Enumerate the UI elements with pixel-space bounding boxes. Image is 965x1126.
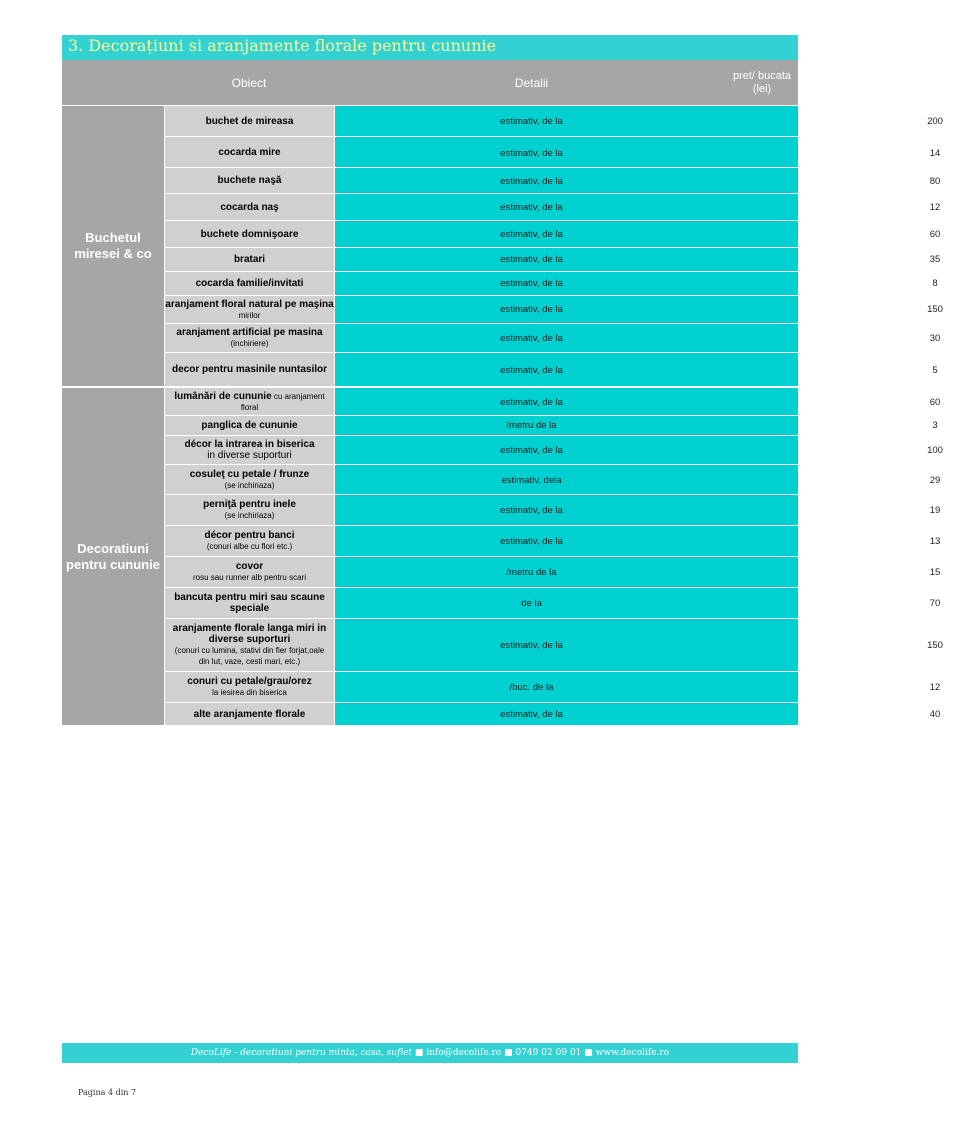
table-row bbox=[164, 272, 938, 296]
row-price: 8 bbox=[932, 278, 938, 289]
header-pret-line1: pret/ bucata bbox=[732, 70, 792, 82]
table-row bbox=[164, 416, 938, 436]
row-name: perniţă pentru inele bbox=[203, 499, 296, 510]
row-object bbox=[165, 703, 334, 725]
row-name: décor pentru banci bbox=[204, 530, 295, 541]
row-object bbox=[165, 388, 334, 415]
table-row bbox=[164, 703, 941, 726]
group-label-line1: Decoratiuni bbox=[77, 540, 149, 556]
row-price: 15 bbox=[929, 567, 941, 578]
row-details-cell bbox=[335, 353, 938, 386]
footer-website[interactable]: www.decolife.ro bbox=[595, 1048, 670, 1058]
row-object bbox=[165, 137, 334, 167]
row-price: 13 bbox=[929, 536, 941, 547]
row-sub: la iesirea din biserica bbox=[212, 688, 287, 697]
row-name: alte aranjamente florale bbox=[193, 708, 306, 720]
group-buchetul bbox=[62, 106, 164, 386]
row-details-cell bbox=[335, 168, 941, 193]
row-details: estimativ, de la bbox=[500, 202, 563, 213]
row-details-cell bbox=[335, 106, 943, 136]
row-object bbox=[165, 324, 334, 352]
row-price: 14 bbox=[929, 148, 941, 159]
row-sub: floral bbox=[240, 402, 259, 412]
row-details: estimativ, de la bbox=[500, 116, 563, 127]
row-price: 150 bbox=[927, 640, 943, 651]
row-name: cocarda familie/invitati bbox=[195, 278, 304, 289]
row-name: buchete domnişoare bbox=[200, 228, 299, 240]
row-details: estimativ, de la bbox=[500, 333, 563, 344]
row-price: 5 bbox=[932, 365, 938, 376]
row-details: /metru de la bbox=[506, 420, 557, 431]
row-details: estimativ, de la bbox=[500, 365, 563, 376]
row-object bbox=[165, 221, 334, 247]
table-row bbox=[164, 324, 941, 353]
row-details-cell bbox=[335, 495, 941, 525]
row-name: décor la intrarea in biserica bbox=[184, 439, 315, 450]
row-name: bancuta pentru miri sau scaune bbox=[174, 592, 325, 603]
row-object bbox=[165, 168, 334, 193]
row-details-cell bbox=[335, 526, 941, 556]
row-details-cell bbox=[335, 588, 941, 618]
row-details: estimativ, de la bbox=[500, 229, 563, 240]
row-price: 200 bbox=[927, 116, 943, 127]
row-details: estimativ, de la bbox=[500, 304, 563, 315]
row-object bbox=[165, 416, 334, 435]
row-details: estimativ, de la bbox=[500, 176, 563, 187]
row-object bbox=[165, 272, 334, 295]
row-price: 60 bbox=[929, 397, 941, 408]
row-name: cocarda mire bbox=[218, 146, 281, 158]
row-object bbox=[165, 619, 334, 671]
table-row bbox=[164, 436, 943, 465]
row-price: 150 bbox=[927, 304, 943, 315]
row-details-cell bbox=[335, 324, 941, 352]
group-decoratiuni bbox=[62, 388, 164, 725]
row-details-cell bbox=[335, 672, 941, 702]
row-sub: (se inchiriaza) bbox=[224, 480, 275, 490]
row-sub: (conuri cu lumina, stativi din fier forjat,oale bbox=[174, 646, 325, 655]
header-pret bbox=[729, 70, 795, 96]
footer-separator: ■ bbox=[414, 1048, 424, 1058]
table-row bbox=[164, 619, 943, 672]
table-row bbox=[164, 353, 938, 387]
row-object bbox=[165, 296, 334, 323]
table-row bbox=[164, 557, 941, 588]
table-row bbox=[164, 296, 943, 324]
row-price: 70 bbox=[929, 598, 941, 609]
row-name: aranjamente florale langa miri in bbox=[172, 623, 327, 634]
row-details-cell bbox=[335, 619, 943, 671]
row-details: estimativ, de la bbox=[500, 445, 563, 456]
row-price: 60 bbox=[929, 229, 941, 240]
table-row bbox=[164, 106, 943, 137]
row-name: conuri cu petale/grau/orez bbox=[187, 676, 312, 687]
row-name: buchet de mireasa bbox=[205, 115, 294, 127]
row-price: 35 bbox=[929, 254, 941, 265]
group-label-line2: pentru cununie bbox=[66, 556, 160, 572]
row-details: estimativ, de la bbox=[500, 536, 563, 547]
row-price: 80 bbox=[929, 176, 941, 187]
row-object bbox=[165, 672, 334, 702]
row-details-cell bbox=[335, 703, 941, 725]
section-title-bar bbox=[62, 35, 798, 60]
row-object bbox=[165, 465, 334, 494]
row-details-cell bbox=[335, 137, 941, 167]
row-details-cell bbox=[335, 436, 943, 464]
row-price: 30 bbox=[929, 333, 941, 344]
row-name: panglica de cununie bbox=[201, 420, 298, 431]
row-details-cell bbox=[335, 388, 941, 415]
table-row bbox=[164, 194, 941, 221]
row-price: 12 bbox=[929, 202, 941, 213]
row-object bbox=[165, 353, 334, 386]
row-sub-line2: din lut, vaze, cesti mari, etc.) bbox=[198, 657, 301, 666]
table-row bbox=[164, 495, 941, 526]
header-detalii: Detalii bbox=[514, 76, 549, 90]
footer-email[interactable]: info@decolife.ro bbox=[426, 1048, 502, 1058]
row-name: aranjament floral natural pe maşina bbox=[165, 298, 334, 310]
table-row bbox=[164, 248, 941, 272]
row-sub: (conuri albe cu flori etc.) bbox=[206, 542, 293, 551]
row-sub: (se inchiriaza) bbox=[224, 511, 275, 520]
footer-separator: ■ bbox=[504, 1048, 513, 1058]
row-details: estimativ, de la bbox=[500, 278, 563, 289]
row-sub: in diverse suporturi bbox=[207, 450, 292, 461]
group-label-line2: miresei & co bbox=[74, 246, 152, 261]
row-details-cell bbox=[335, 557, 941, 587]
row-name: decor pentru masinile nuntasilor bbox=[171, 364, 328, 375]
row-details: /metru de la bbox=[506, 567, 557, 578]
row-name: cosuleţ cu petale / frunze bbox=[189, 468, 310, 480]
row-details-cell bbox=[335, 221, 941, 247]
row-object bbox=[165, 526, 334, 556]
row-price: 40 bbox=[929, 709, 941, 720]
row-sub: rosu sau runner alb pentru scari bbox=[193, 573, 306, 582]
row-name-tail: cu aranjament bbox=[271, 391, 325, 401]
row-details: estimativ, de la bbox=[500, 148, 563, 159]
row-name-line2: speciale bbox=[229, 603, 270, 614]
table-row bbox=[164, 221, 941, 248]
row-details: de la bbox=[521, 598, 542, 609]
row-details-cell bbox=[335, 194, 941, 220]
row-object bbox=[165, 588, 334, 618]
header-obiect: Obiect bbox=[231, 76, 267, 90]
row-object bbox=[165, 436, 334, 464]
row-details-cell bbox=[335, 272, 938, 295]
table-row bbox=[164, 137, 941, 168]
row-object bbox=[165, 106, 334, 136]
group-label-line1: Buchetul bbox=[85, 230, 141, 245]
row-price: 3 bbox=[932, 420, 938, 431]
row-object bbox=[165, 557, 334, 587]
table-row bbox=[164, 588, 941, 619]
table-row bbox=[164, 526, 941, 557]
row-name: covor bbox=[235, 561, 264, 572]
footer-bar bbox=[62, 1043, 798, 1063]
row-details: estimativ, de la bbox=[500, 254, 563, 265]
row-details-cell bbox=[335, 465, 941, 494]
row-name: bratari bbox=[233, 254, 266, 265]
row-name-line2: diverse suporturi bbox=[208, 634, 291, 645]
row-details: /buc. de la bbox=[509, 682, 554, 693]
row-name: lumânări de cununie bbox=[174, 390, 272, 402]
row-details: estimativ, de la bbox=[500, 505, 563, 516]
table-row bbox=[164, 388, 941, 416]
row-price: 12 bbox=[929, 682, 941, 693]
row-name: buchete naşă bbox=[217, 175, 282, 186]
row-details: estimativ, de la bbox=[500, 709, 563, 720]
row-object bbox=[165, 248, 334, 271]
row-details-cell bbox=[335, 296, 943, 323]
header-pret-line2: (lei) bbox=[752, 83, 772, 95]
row-sub: (inchiriere) bbox=[230, 339, 269, 348]
row-object bbox=[165, 495, 334, 525]
row-price: 100 bbox=[927, 445, 943, 456]
section-title: 3. Decorațiuni si aranjamente florale pentru cununie bbox=[68, 36, 497, 55]
row-sub: mirilor bbox=[238, 310, 261, 320]
row-object bbox=[165, 194, 334, 220]
footer-separator: ■ bbox=[584, 1048, 593, 1058]
row-name: aranjament artificial pe masina bbox=[176, 327, 323, 338]
row-details: estimativ, de la bbox=[500, 397, 563, 408]
table-row bbox=[164, 672, 941, 703]
row-details-cell bbox=[335, 248, 941, 271]
row-price: 19 bbox=[929, 505, 941, 516]
row-details: estimativ, dela bbox=[501, 475, 562, 486]
row-details-cell bbox=[335, 416, 938, 435]
footer-tagline: DecoLife - decoratiuni pentru minta, casa, suflet bbox=[190, 1048, 413, 1058]
page-number: Pagina 4 din 7 bbox=[78, 1088, 137, 1097]
footer-phone: 0749 02 09 01 bbox=[515, 1048, 582, 1058]
table-header bbox=[62, 60, 798, 105]
table-row bbox=[164, 168, 941, 194]
table-row bbox=[164, 465, 941, 495]
row-name: cocarda naş bbox=[220, 201, 279, 213]
row-price: 29 bbox=[929, 475, 941, 486]
row-details: estimativ, de la bbox=[500, 640, 563, 651]
